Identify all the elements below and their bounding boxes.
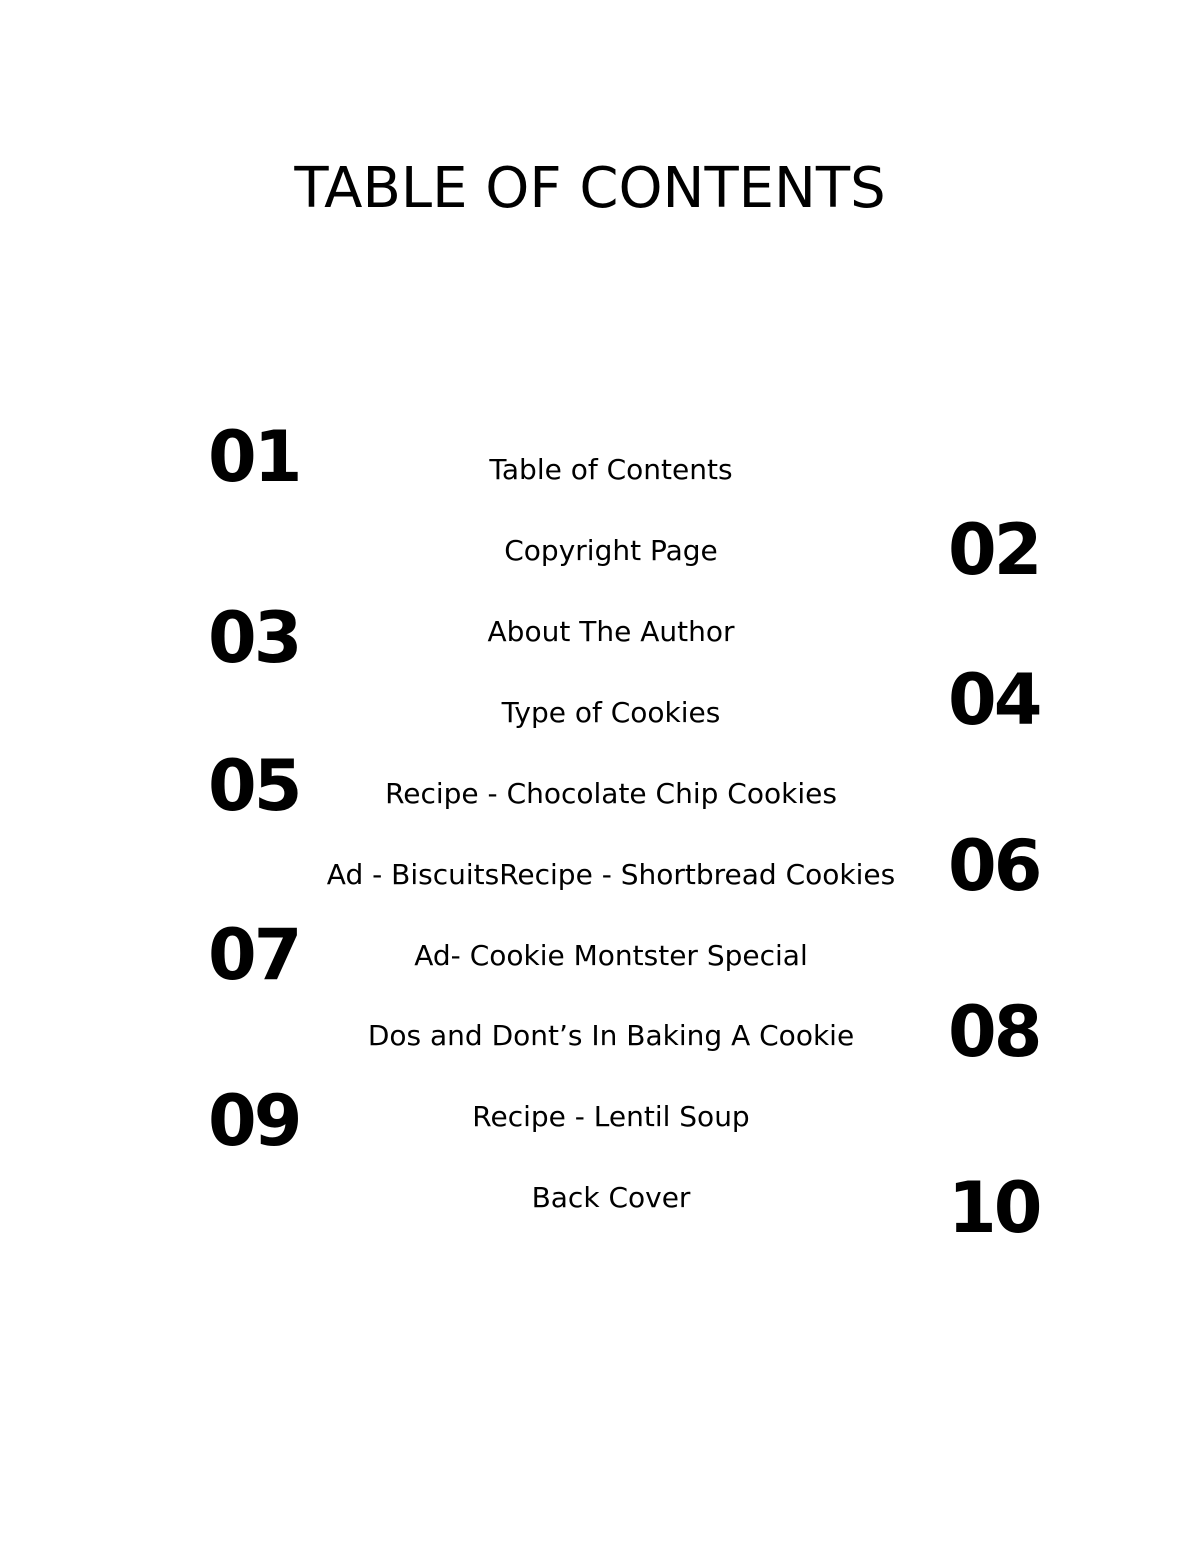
toc-entry-number: 08 — [948, 991, 1040, 1073]
toc-entry-number: 02 — [948, 509, 1040, 591]
toc-entry-label: Table of Contents — [489, 453, 733, 486]
toc-entry-label: Dos and Dont’s In Baking A Cookie — [367, 1019, 855, 1052]
toc-entry-label: Copyright Page — [504, 534, 718, 567]
toc-entry-label: Recipe - Chocolate Chip Cookies — [385, 777, 837, 810]
toc-entry-number: 01 — [208, 416, 300, 498]
toc-entry-label: About The Author — [487, 615, 735, 648]
toc-entry-label: Ad - BiscuitsRecipe - Shortbread Cookies — [326, 858, 896, 891]
toc-entry-number: 09 — [208, 1080, 300, 1162]
toc-entry-label: Ad- Cookie Montster Special — [414, 939, 808, 972]
toc-entry-number: 10 — [948, 1167, 1040, 1249]
toc-entry-number: 06 — [948, 825, 1040, 907]
toc-entry-number: 07 — [208, 914, 300, 996]
toc-entry-label: Recipe - Lentil Soup — [472, 1100, 750, 1133]
toc-entry-label: Type of Cookies — [501, 696, 721, 729]
toc-entry-number: 04 — [948, 659, 1040, 741]
toc-entry-number: 05 — [208, 745, 300, 827]
toc-entry-label: Back Cover — [531, 1181, 691, 1214]
toc-entry-number: 03 — [208, 597, 300, 679]
page-title: TABLE OF CONTENTS — [294, 156, 886, 221]
